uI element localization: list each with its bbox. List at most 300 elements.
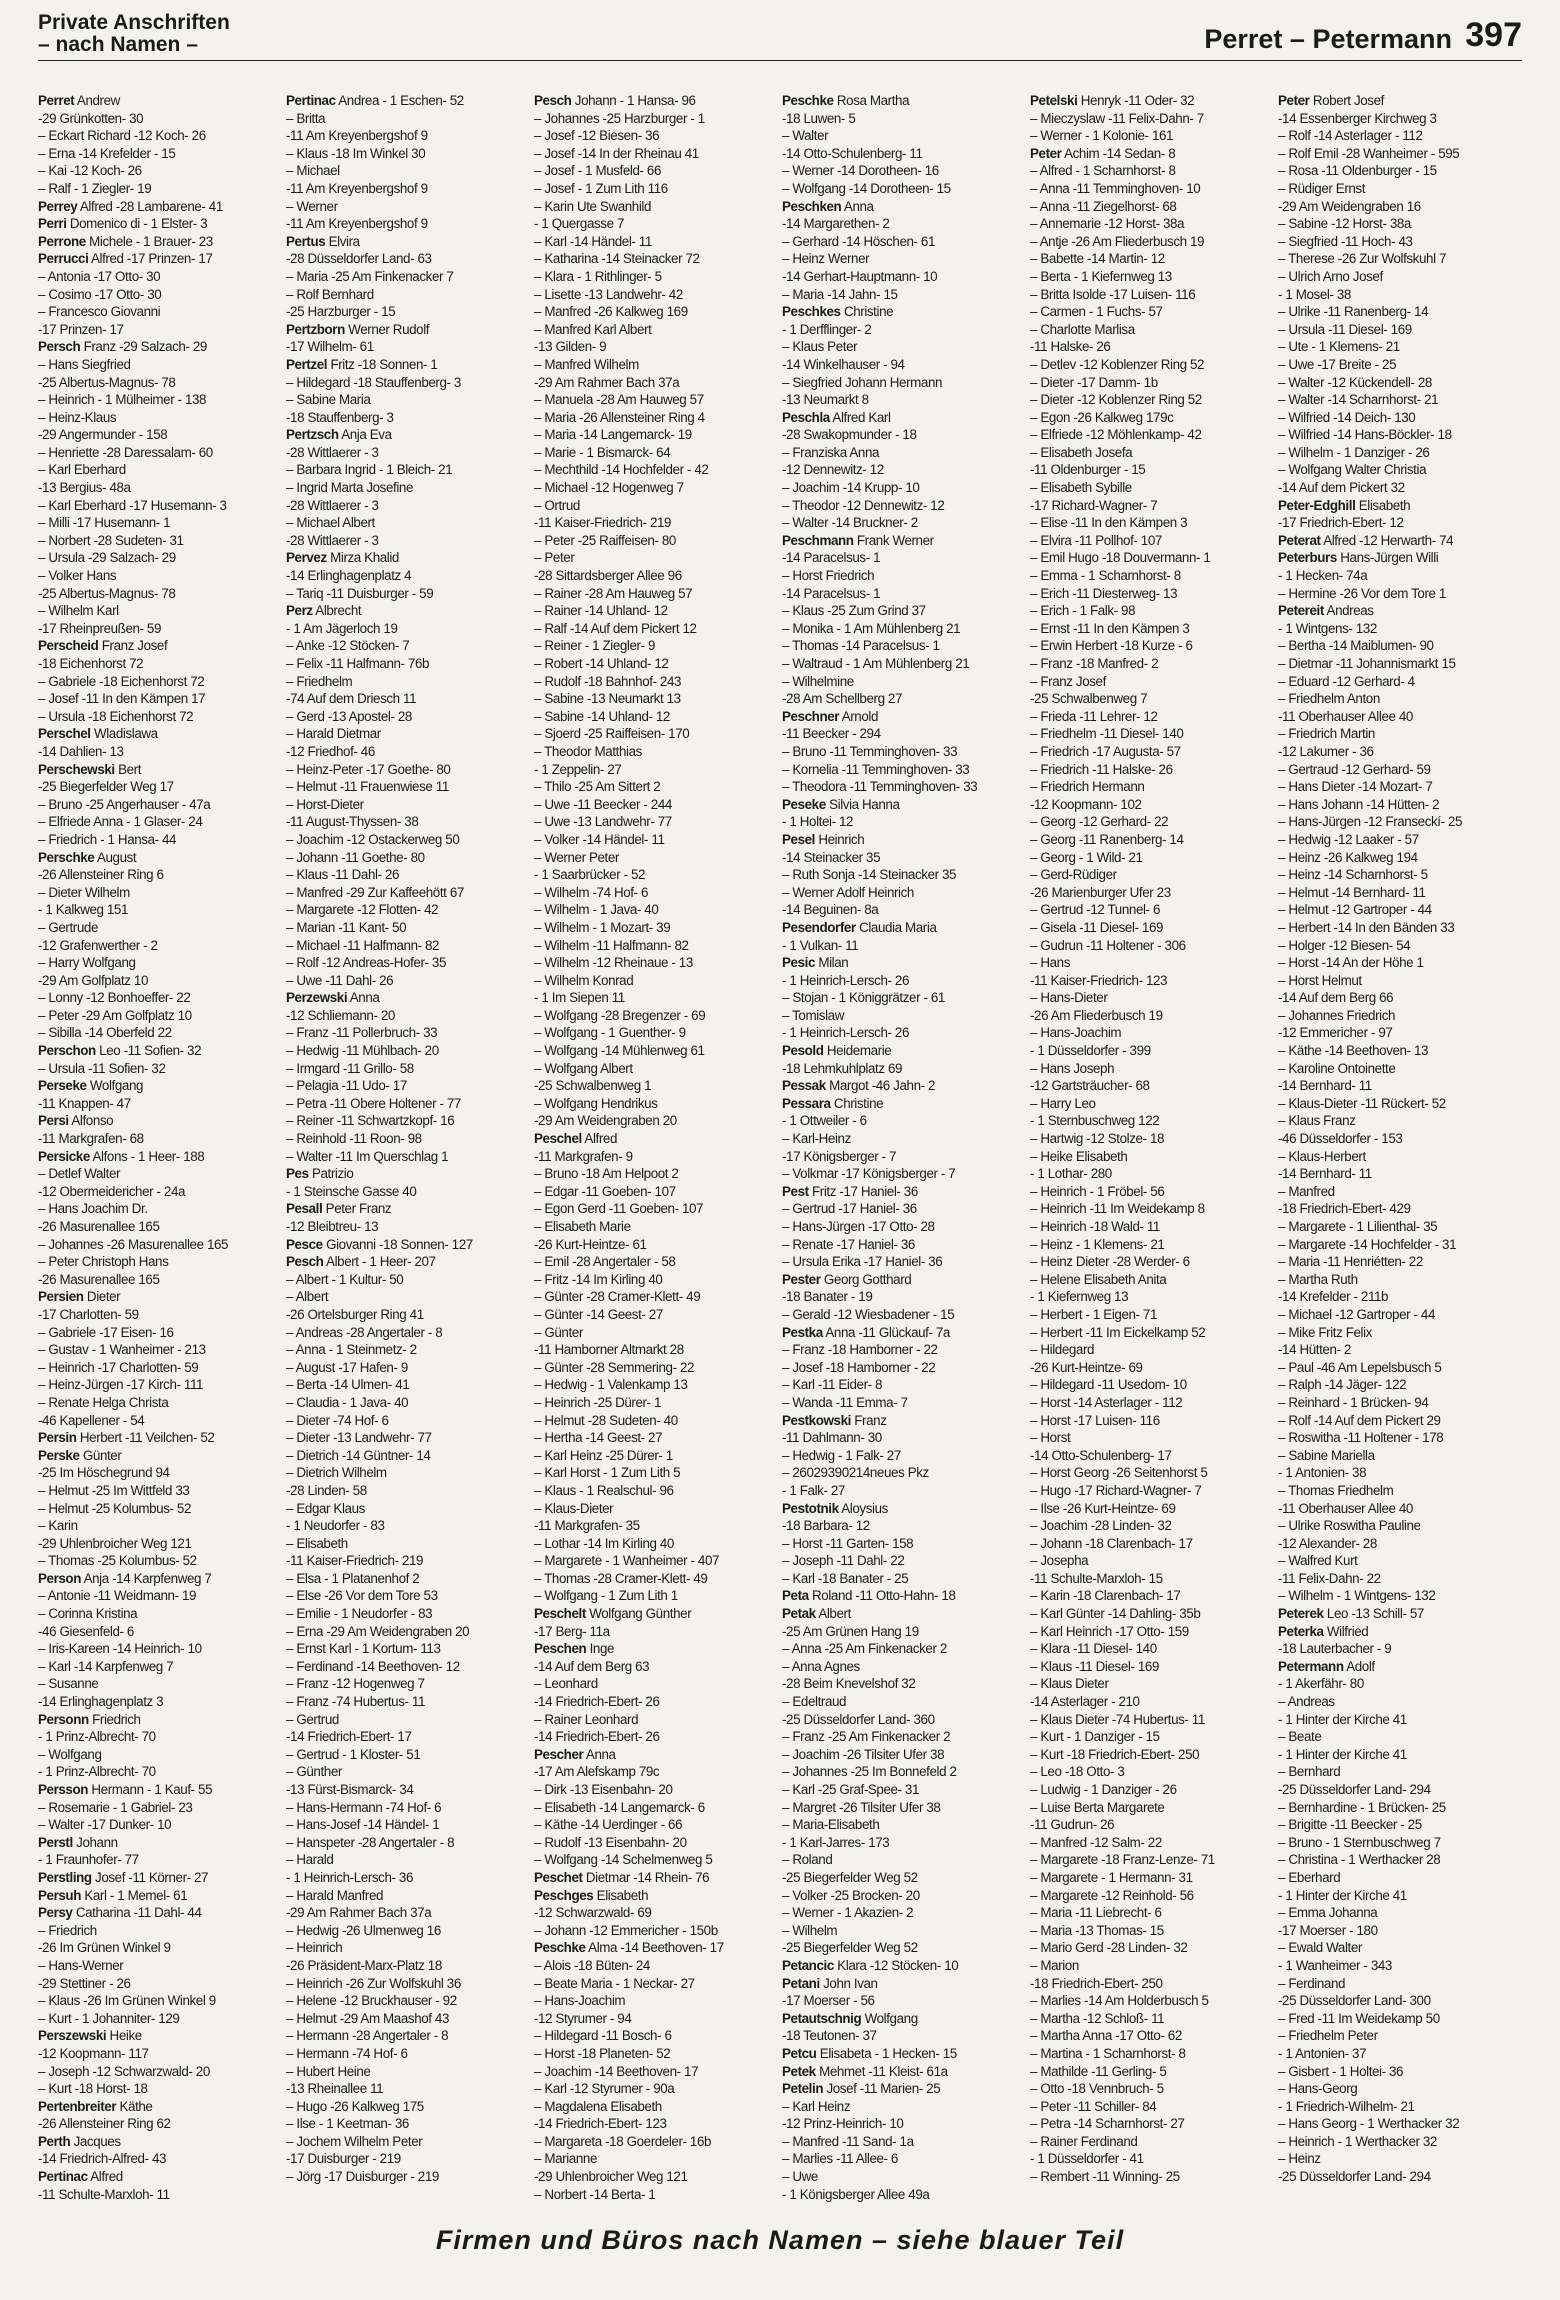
entry-text: – Kurt -18 Horst- 18 bbox=[38, 2081, 148, 2097]
directory-entry bbox=[38, 1024, 274, 1042]
entry-text: – Josef -18 Hamborner - 22 bbox=[782, 1359, 936, 1375]
entry-surname: Peschelt bbox=[534, 1606, 586, 1622]
entry-text: – Thomas -28 Cramer-Klett- 49 bbox=[534, 1570, 708, 1586]
entry-text: -25 Düsseldorfer Land- 294 bbox=[1278, 2169, 1431, 2185]
entry-text: – Joseph -12 Schwarzwald- 20 bbox=[38, 2063, 210, 2079]
entry-text: – Hans-Dieter bbox=[1030, 990, 1108, 1006]
entry-text: - 1 Düsseldorfer - 399 bbox=[1030, 1043, 1151, 1059]
directory-entry bbox=[534, 1376, 770, 1394]
directory-entry bbox=[534, 1957, 770, 1975]
directory-entry bbox=[534, 92, 770, 110]
entry-text: Roland -11 Otto-Hahn- 18 bbox=[812, 1588, 956, 1604]
entry-text: Milan bbox=[818, 955, 849, 971]
entry-text: -11 Oberhauser Allee 40 bbox=[1278, 1500, 1413, 1516]
entry-text: – Günter -28 Cramer-Klett- 49 bbox=[534, 1289, 701, 1305]
directory-entry bbox=[38, 145, 274, 163]
entry-surname: Persch bbox=[38, 339, 81, 355]
entry-text: - 1 Neudorfer - 83 bbox=[286, 1518, 385, 1534]
directory-entry bbox=[1030, 1552, 1266, 1570]
directory-entry bbox=[782, 1957, 1018, 1975]
directory-entry bbox=[38, 655, 274, 673]
entry-text: – Emilie - 1 Neudorfer - 83 bbox=[286, 1606, 433, 1622]
entry-text: – Karoline Ontoinette bbox=[1278, 1060, 1396, 1076]
entry-text: – Heinrich - 1 Mülheimer - 138 bbox=[38, 392, 207, 408]
entry-surname: Petak bbox=[782, 1606, 816, 1622]
entry-text: – Ursula -18 Eichenhorst 72 bbox=[38, 708, 194, 724]
entry-text: – Margarete - 1 Hermann- 31 bbox=[1030, 1869, 1193, 1885]
entry-text: -28 Linden- 58 bbox=[286, 1482, 367, 1498]
entry-text: – Cosimo -17 Otto- 30 bbox=[38, 286, 162, 302]
directory-entry bbox=[38, 796, 274, 814]
directory-entry bbox=[286, 1623, 522, 1641]
entry-text: – Else -26 Vor dem Tore 53 bbox=[286, 1588, 438, 1604]
directory-entry bbox=[782, 1306, 1018, 1324]
entry-text: Dietmar -14 Rhein- 76 bbox=[585, 1869, 710, 1885]
directory-entry bbox=[534, 989, 770, 1007]
directory-entry bbox=[38, 1095, 274, 1113]
directory-entry bbox=[1030, 1060, 1266, 1078]
directory-entry bbox=[534, 954, 770, 972]
directory-entry bbox=[1030, 268, 1266, 286]
entry-text: – Luise Berta Margarete bbox=[1030, 1799, 1165, 1815]
directory-entry bbox=[1030, 250, 1266, 268]
entry-text: – Martina - 1 Scharnhorst- 8 bbox=[1030, 2045, 1186, 2061]
entry-text: – Theodor Matthias bbox=[534, 743, 642, 759]
entry-text: Silvia Hanna bbox=[829, 796, 900, 812]
directory-entry bbox=[1278, 1464, 1514, 1482]
entry-text: – Dieter -13 Landwehr- 77 bbox=[286, 1430, 432, 1446]
directory-entry bbox=[534, 1975, 770, 1993]
entry-text: – Norbert -14 Berta- 1 bbox=[534, 2186, 656, 2202]
entry-text: - 1 Heinrich-Lersch- 26 bbox=[782, 1025, 909, 1041]
directory-entry bbox=[286, 1658, 522, 1676]
entry-text: – Gabriele -17 Eisen- 16 bbox=[38, 1324, 174, 1340]
directory-entry bbox=[782, 1500, 1018, 1518]
entry-text: Andrea - 1 Eschen- 52 bbox=[338, 93, 464, 108]
entry-text: – Emma - 1 Scharnhorst- 8 bbox=[1030, 568, 1181, 584]
entry-surname: Petermann bbox=[1278, 1658, 1344, 1674]
entry-text: -17 Richard-Wagner- 7 bbox=[1030, 497, 1158, 513]
entry-text: – Klaus-Dieter bbox=[534, 1500, 614, 1516]
directory-entry bbox=[1278, 549, 1514, 567]
directory-entry bbox=[534, 145, 770, 163]
directory-entry bbox=[1278, 1236, 1514, 1254]
directory-entry bbox=[534, 1570, 770, 1588]
entry-text: Rosa Martha bbox=[836, 93, 910, 108]
directory-entry bbox=[38, 1236, 274, 1254]
entry-text: John Ivan bbox=[823, 1975, 878, 1991]
directory-entry bbox=[534, 1165, 770, 1183]
directory-entry bbox=[286, 813, 522, 831]
directory-entry bbox=[534, 1939, 770, 1957]
directory-entry bbox=[782, 145, 1018, 163]
directory-entry bbox=[782, 1570, 1018, 1588]
entry-text: – Antonie -11 Weidmann- 19 bbox=[38, 1588, 197, 1604]
entry-text: – Johannes -25 Im Bonnefeld 2 bbox=[782, 1764, 957, 1780]
entry-text: Elisabeta - 1 Hecken- 15 bbox=[819, 2045, 957, 2061]
entry-text: – Elise -11 In den Kämpen 3 bbox=[1030, 515, 1188, 531]
entry-surname: Peterka bbox=[1278, 1623, 1324, 1639]
directory-entry bbox=[286, 1922, 522, 1940]
directory-entry bbox=[1030, 620, 1266, 638]
entry-surname: Perschel bbox=[38, 726, 91, 742]
entry-text: -74 Auf dem Driesch 11 bbox=[286, 691, 417, 707]
entry-text: Andrew bbox=[76, 93, 120, 108]
directory-entry bbox=[782, 1587, 1018, 1605]
entry-text: Mehmet -11 Kleist- 61a bbox=[819, 2063, 948, 2079]
entry-text: -14 Auf dem Berg 66 bbox=[1278, 990, 1394, 1006]
directory-entry bbox=[38, 514, 274, 532]
entry-surname: Perrey bbox=[38, 198, 78, 214]
entry-text: – Gertraud -12 Gerhard- 59 bbox=[1278, 761, 1431, 777]
directory-entry bbox=[1278, 725, 1514, 743]
entry-text: – Heinz bbox=[1278, 2151, 1321, 2167]
directory-entry bbox=[38, 1429, 274, 1447]
directory-entry bbox=[782, 1341, 1018, 1359]
directory-entry bbox=[286, 1288, 522, 1306]
entry-surname: Peterat bbox=[1278, 532, 1321, 548]
entry-text: – Karl Eberhard bbox=[38, 462, 126, 478]
directory-entry bbox=[782, 1799, 1018, 1817]
entry-text: Frank Werner bbox=[856, 532, 934, 548]
entry-text: – Frieda -11 Lehrer- 12 bbox=[1030, 708, 1158, 724]
entry-text: – Margarete - 1 Lilienthal- 35 bbox=[1278, 1219, 1438, 1234]
directory-entry bbox=[38, 1060, 274, 1078]
entry-text: – Norbert -28 Sudeten- 31 bbox=[38, 532, 184, 548]
entry-text: – Ute - 1 Klemens- 21 bbox=[1278, 339, 1400, 355]
entry-text: Inge bbox=[589, 1641, 615, 1657]
entry-text: -14 Dahlien- 13 bbox=[38, 743, 124, 759]
entry-text: -12 Dennewitz- 12 bbox=[782, 462, 884, 478]
entry-text: – Rolf -12 Andreas-Hofer- 35 bbox=[286, 955, 446, 971]
entry-text: – Wilhelmine bbox=[782, 673, 854, 689]
directory-entry bbox=[1278, 1781, 1514, 1799]
directory-entry bbox=[534, 690, 770, 708]
directory-entry bbox=[1030, 127, 1266, 145]
directory-entry bbox=[1278, 2027, 1514, 2045]
directory-entry bbox=[534, 1763, 770, 1781]
entry-text: – Susanne bbox=[38, 1676, 99, 1692]
entry-text: – Klaus Dieter -74 Hubertus- 11 bbox=[1030, 1711, 1205, 1727]
entry-text: -28 Am Schellberg 27 bbox=[782, 691, 903, 707]
entry-text: – Carmen - 1 Fuchs- 57 bbox=[1030, 304, 1163, 320]
directory-entry bbox=[1030, 1130, 1266, 1148]
entry-text: – Dieter -74 Hof- 6 bbox=[286, 1412, 389, 1428]
entry-text: – Heinrich -18 Wald- 11 bbox=[1030, 1219, 1160, 1234]
directory-entry bbox=[1030, 1957, 1266, 1975]
entry-surname: Pervez bbox=[286, 550, 327, 566]
entry-text: Aloysius bbox=[841, 1500, 888, 1516]
entry-text: – Georg -11 Ranenberg- 14 bbox=[1030, 831, 1184, 847]
entry-surname: Persien bbox=[38, 1289, 84, 1305]
entry-text: – Marlies -14 Am Holderbusch 5 bbox=[1030, 1993, 1209, 2009]
entry-text: -18 Friedrich-Ebert- 250 bbox=[1030, 1975, 1163, 1991]
directory-entry bbox=[286, 1975, 522, 1993]
entry-surname: Petcu bbox=[782, 2045, 817, 2061]
entry-text: Michele - 1 Brauer- 23 bbox=[89, 233, 213, 249]
entry-text: -17 Rheinpreußen- 59 bbox=[38, 620, 162, 636]
directory-entry bbox=[534, 778, 770, 796]
entry-text: -14 Winkelhauser - 94 bbox=[782, 356, 905, 372]
entry-text: – Rudolf -13 Eisenbahn- 20 bbox=[534, 1834, 687, 1850]
entry-text: Elisabeth bbox=[1358, 497, 1411, 513]
entry-surname: Petautschnig bbox=[782, 2010, 862, 2026]
directory-entry bbox=[286, 233, 522, 251]
directory-entry bbox=[38, 884, 274, 902]
directory-entry bbox=[38, 532, 274, 550]
entry-text: – Harald bbox=[286, 1852, 334, 1868]
directory-entry bbox=[1278, 1957, 1514, 1975]
directory-entry bbox=[782, 303, 1018, 321]
entry-text: -11 Markgrafen- 68 bbox=[38, 1131, 144, 1147]
directory-entry bbox=[38, 690, 274, 708]
directory-entry bbox=[286, 1587, 522, 1605]
directory-entry bbox=[534, 831, 770, 849]
directory-entry bbox=[38, 497, 274, 515]
directory-entry bbox=[286, 2063, 522, 2081]
entry-text: – Ruth Sonja -14 Steinacker 35 bbox=[782, 867, 957, 883]
directory-entry bbox=[1278, 2063, 1514, 2081]
entry-text: -14 Paracelsus- 1 bbox=[782, 585, 881, 601]
entry-text: – Wolfgang -14 Schelmenweg 5 bbox=[534, 1852, 713, 1868]
directory-entry bbox=[1278, 673, 1514, 691]
entry-text: – Wolfgang -14 Dorotheen- 15 bbox=[782, 180, 951, 196]
directory-entry bbox=[38, 1218, 274, 1236]
directory-entry bbox=[782, 1253, 1018, 1271]
directory-entry bbox=[1030, 1077, 1266, 1095]
entry-surname: Pessara bbox=[782, 1095, 831, 1111]
entry-text: -11 Beecker - 294 bbox=[782, 726, 881, 742]
entry-text: – Walter -12 Kückendell- 28 bbox=[1278, 374, 1432, 390]
directory-entry bbox=[1030, 2063, 1266, 2081]
section-title-line-2: – nach Namen – bbox=[38, 33, 198, 56]
entry-text: – Rolf Emil -28 Wanheimer - 595 bbox=[1278, 145, 1460, 161]
entry-text: -11 Felix-Dahn- 22 bbox=[1278, 1570, 1381, 1586]
directory-entry bbox=[1278, 637, 1514, 655]
entry-text: - 1 Wintgens- 132 bbox=[1278, 620, 1377, 636]
entry-text: Josef -11 Marien- 25 bbox=[826, 2081, 941, 2097]
entry-text: Peter Franz bbox=[325, 1201, 392, 1217]
directory-entry bbox=[286, 831, 522, 849]
directory-entry bbox=[38, 461, 274, 479]
entry-text: – Manfred -12 Salm- 22 bbox=[1030, 1834, 1162, 1850]
directory-entry bbox=[286, 761, 522, 779]
directory-entry bbox=[286, 1412, 522, 1430]
entry-text: Wladislawa bbox=[93, 726, 158, 742]
entry-text: – Hans-Josef -14 Händel- 1 bbox=[286, 1817, 440, 1833]
directory-entry bbox=[38, 92, 274, 110]
directory-entry bbox=[782, 778, 1018, 796]
directory-entry bbox=[1278, 2098, 1514, 2116]
section-title bbox=[38, 12, 230, 56]
entry-text: – Franz -74 Hubertus- 11 bbox=[286, 1694, 426, 1710]
entry-surname: Perzewski bbox=[286, 990, 348, 1006]
entry-text: – Ortrud bbox=[534, 497, 580, 513]
entry-text: - 1 Friedrich-Wilhelm- 21 bbox=[1278, 2098, 1415, 2114]
directory-entry bbox=[534, 2010, 770, 2028]
directory-entry bbox=[38, 1007, 274, 1025]
entry-text: – Wilfried -14 Deich- 130 bbox=[1278, 409, 1416, 425]
directory-entry bbox=[1030, 778, 1266, 796]
directory-entry bbox=[286, 989, 522, 1007]
entry-text: – Sabine -12 Horst- 38a bbox=[1278, 216, 1411, 232]
entry-text: -11 Markgrafen- 9 bbox=[534, 1148, 633, 1164]
entry-text: – Petra -14 Scharnhorst- 27 bbox=[1030, 2116, 1185, 2132]
entry-text: – Harry Wolfgang bbox=[38, 955, 136, 971]
entry-text: – Uwe -17 Breite - 25 bbox=[1278, 356, 1397, 372]
entry-surname: Perske bbox=[38, 1447, 80, 1463]
directory-entry bbox=[1278, 1095, 1514, 1113]
entry-text: – Klaus - 1 Realschul- 96 bbox=[534, 1482, 674, 1498]
directory-entry bbox=[1030, 1834, 1266, 1852]
entry-surname: Pertinac bbox=[286, 93, 336, 108]
entry-text: – Detlef Walter bbox=[38, 1166, 121, 1182]
directory-entry bbox=[1278, 919, 1514, 937]
directory-entry bbox=[1030, 215, 1266, 233]
entry-text: – Marion bbox=[1030, 1957, 1079, 1973]
directory-entry bbox=[1030, 1746, 1266, 1764]
entry-text: -14 Krefelder - 211b bbox=[1278, 1289, 1389, 1305]
directory-entry bbox=[1030, 1675, 1266, 1693]
directory-entry bbox=[286, 1939, 522, 1957]
entry-text: -13 Neumarkt 8 bbox=[782, 392, 869, 408]
directory-entry bbox=[782, 1447, 1018, 1465]
entry-text: August bbox=[96, 849, 137, 865]
directory-entry bbox=[782, 268, 1018, 286]
entry-text: – Käthe -14 Uerdinger - 66 bbox=[534, 1817, 683, 1833]
directory-entry bbox=[782, 1218, 1018, 1236]
directory-entry bbox=[1030, 303, 1266, 321]
directory-entry bbox=[286, 92, 522, 110]
directory-entry bbox=[534, 972, 770, 990]
entry-text: – Manfred bbox=[1278, 1183, 1335, 1199]
directory-entry bbox=[286, 461, 522, 479]
entry-text: – Helmut -25 Im Wittfeld 33 bbox=[38, 1482, 190, 1498]
directory-entry bbox=[782, 1781, 1018, 1799]
directory-entry bbox=[1278, 1165, 1514, 1183]
entry-text: – Hans Joseph bbox=[1030, 1060, 1115, 1076]
directory-entry bbox=[1278, 2150, 1514, 2168]
directory-entry bbox=[782, 849, 1018, 867]
directory-entry bbox=[534, 268, 770, 286]
entry-text: – Horst -17 Luisen- 116 bbox=[1030, 1412, 1160, 1428]
entry-text: – Bernhard bbox=[1278, 1764, 1341, 1780]
directory-entry bbox=[534, 567, 770, 585]
directory-entry bbox=[1030, 1271, 1266, 1289]
directory-entry bbox=[38, 567, 274, 585]
entry-text: – Holger -12 Biesen- 54 bbox=[1278, 937, 1411, 953]
directory-entry bbox=[1278, 1447, 1514, 1465]
directory-entry bbox=[286, 673, 522, 691]
directory-entry bbox=[1278, 215, 1514, 233]
entry-text: – Erna -14 Krefelder - 15 bbox=[38, 145, 176, 161]
entry-surname: Pesch bbox=[286, 1254, 324, 1270]
directory-entry bbox=[1278, 92, 1514, 110]
directory-entry bbox=[286, 1060, 522, 1078]
entry-text: - 1 Heinrich-Lersch- 26 bbox=[782, 972, 909, 988]
entry-text: – Ernst Karl - 1 Kortum- 113 bbox=[286, 1641, 441, 1657]
directory-entry bbox=[1030, 1922, 1266, 1940]
directory-entry bbox=[1030, 1253, 1266, 1271]
entry-text: -29 Uhlenbroicher Weg 121 bbox=[38, 1535, 192, 1551]
entry-text: -11 Am Kreyenbergshof 9 bbox=[286, 216, 428, 232]
directory-entry bbox=[534, 1341, 770, 1359]
entry-text: – Charlotte Marlisa bbox=[1030, 321, 1135, 337]
directory-entry bbox=[782, 954, 1018, 972]
directory-entry bbox=[534, 1869, 770, 1887]
directory-entry bbox=[782, 1623, 1018, 1641]
entry-text: – Friedrich -11 Halske- 26 bbox=[1030, 761, 1173, 777]
entry-text: -18 Friedrich-Ebert- 429 bbox=[1278, 1201, 1411, 1217]
entry-text: – Georg - 1 Wild- 21 bbox=[1030, 849, 1143, 865]
directory-entry bbox=[38, 479, 274, 497]
directory-entry bbox=[782, 725, 1018, 743]
directory-entry bbox=[1030, 725, 1266, 743]
entry-text: -11 Gudrun- 26 bbox=[1030, 1817, 1115, 1833]
entry-text: – Rainer -14 Uhland- 12 bbox=[534, 603, 668, 619]
directory-entry bbox=[1278, 1253, 1514, 1271]
entry-text: -12 Prinz-Heinrich- 10 bbox=[782, 2116, 904, 2132]
directory-entry bbox=[534, 1728, 770, 1746]
directory-entry bbox=[1278, 1324, 1514, 1342]
entry-text: – Peter bbox=[534, 550, 575, 566]
entry-text: -18 Lauterbacher - 9 bbox=[1278, 1641, 1392, 1657]
directory-entry bbox=[38, 1464, 274, 1482]
entry-text: – Edeltraud bbox=[782, 1694, 847, 1710]
directory-entry bbox=[1030, 1218, 1266, 1236]
entry-text: – Ingrid Marta Josefine bbox=[286, 480, 414, 496]
entry-text: – Helmut -11 Frauenwiese 11 bbox=[286, 779, 449, 795]
directory-entry bbox=[38, 1975, 274, 1993]
entry-text: Anja Eva bbox=[341, 427, 392, 443]
entry-surname: Petani bbox=[782, 1975, 820, 1991]
directory-entry bbox=[534, 215, 770, 233]
footer-note: Firmen und Büros nach Namen – siehe blauer Teil bbox=[435, 2225, 1125, 2255]
directory-entry bbox=[534, 1482, 770, 1500]
directory-entry bbox=[286, 1429, 522, 1447]
directory-entry bbox=[286, 409, 522, 427]
directory-entry bbox=[782, 1130, 1018, 1148]
entry-text: – Reinhold -11 Roon- 98 bbox=[286, 1131, 422, 1147]
entry-text: Anna bbox=[843, 198, 874, 214]
entry-text: – Ewald Walter bbox=[1278, 1940, 1362, 1956]
entry-surname: Perszewski bbox=[38, 2028, 107, 2044]
entry-text: – August -17 Hafen- 9 bbox=[286, 1359, 408, 1375]
directory-entry bbox=[782, 2063, 1018, 2081]
entry-text: – Wilhelm -11 Halfmann- 82 bbox=[534, 937, 689, 953]
directory-entry bbox=[782, 2133, 1018, 2151]
directory-entry bbox=[1278, 374, 1514, 392]
entry-text: -18 Stauffenberg- 3 bbox=[286, 409, 394, 425]
entry-text: – Horst -11 Garten- 158 bbox=[782, 1535, 914, 1551]
directory-entry bbox=[1278, 849, 1514, 867]
directory-entry bbox=[286, 2115, 522, 2133]
entry-text: – Hans bbox=[1030, 955, 1071, 971]
entry-text: -26 Kurt-Heintze- 61 bbox=[534, 1236, 647, 1252]
entry-text: -13 Bergius- 48a bbox=[38, 480, 131, 496]
entry-text: -14 Otto-Schulenberg- 11 bbox=[782, 145, 923, 161]
entry-text: – Manfred -11 Sand- 1a bbox=[782, 2133, 914, 2149]
directory-entry bbox=[286, 1851, 522, 1869]
entry-surname: Pertus bbox=[286, 233, 326, 249]
directory-entry bbox=[782, 655, 1018, 673]
directory-entry bbox=[286, 1869, 522, 1887]
directory-entry bbox=[38, 2080, 274, 2098]
directory-entry bbox=[1030, 2115, 1266, 2133]
directory-entry bbox=[534, 655, 770, 673]
directory-entry bbox=[782, 514, 1018, 532]
directory-entry bbox=[534, 1060, 770, 1078]
